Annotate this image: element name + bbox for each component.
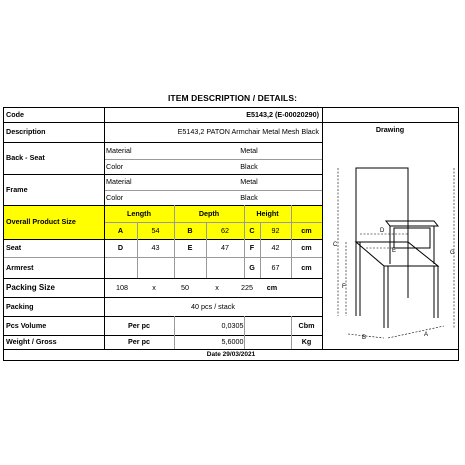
drawing-letter-g: G <box>450 250 455 256</box>
height-header: Height <box>256 208 279 218</box>
overall-letter-a: A <box>117 225 124 235</box>
armrest-letter-g: G <box>249 262 255 272</box>
seat-unit: cm <box>301 243 312 253</box>
pcs-volume-unit: Cbm <box>298 320 315 330</box>
back-seat-color-value: Black <box>240 161 258 171</box>
packing-size-height: 225 <box>241 282 253 292</box>
dim-line-a <box>388 326 444 338</box>
drawing-letter-d: D <box>380 228 385 234</box>
item-details-table <box>3 107 459 361</box>
packing-size-unit: cm <box>266 282 278 292</box>
drawing-letter-e: E <box>392 248 397 254</box>
seat-value-f: 42 <box>271 243 280 253</box>
overall-value-b: 62 <box>221 225 229 235</box>
packing-size-label: Packing Size <box>6 282 55 292</box>
drawing-label: Drawing <box>375 125 405 135</box>
seat-letter-f: F <box>249 243 255 253</box>
frame-label: Frame <box>6 184 28 194</box>
length-header: Length <box>127 208 151 218</box>
frame-color-key: Color <box>106 192 124 202</box>
overall-letter-c: C <box>249 225 255 235</box>
pcs-volume-per: Per pc <box>128 320 150 330</box>
back-seat-color-key: Color <box>106 161 124 171</box>
armrest-label: Armrest <box>6 262 34 272</box>
back-seat-material-value: Metal <box>240 145 258 155</box>
seat-letter-e: E <box>187 243 193 253</box>
armrest-value-g: 67 <box>271 262 280 272</box>
frame-material-value: Metal <box>240 177 258 187</box>
weight-value: 5,6000 <box>221 337 244 347</box>
drawing-letter-c: C <box>333 242 338 248</box>
date-label: Date 29/03/2021 <box>206 350 256 358</box>
armrest-unit: cm <box>301 262 312 272</box>
back-seat-material-key: Material <box>106 145 132 155</box>
back-seat-label: Back - Seat <box>6 153 45 163</box>
pcs-volume-label: Pcs Volume <box>6 320 47 330</box>
code-label: Code <box>6 110 24 120</box>
chair-armrest <box>386 221 438 226</box>
packing-size-sep-2: x <box>215 282 219 292</box>
overall-letter-b: B <box>187 225 193 235</box>
page-title: ITEM DESCRIPTION / DETAILS: <box>167 93 298 103</box>
chair-seat <box>356 242 438 266</box>
overall-size-label: Overall Product Size <box>6 217 76 227</box>
overall-unit: cm <box>301 225 312 235</box>
weight-unit: Kg <box>301 337 312 347</box>
seat-value-e: 47 <box>221 243 229 253</box>
drawing-letter-f: F <box>342 284 346 290</box>
frame-material-key: Material <box>106 177 132 187</box>
weight-per: Per pc <box>128 337 150 347</box>
pcs-volume-value: 0,0305 <box>221 320 244 330</box>
seat-value-d: 43 <box>151 243 160 253</box>
seat-label: Seat <box>6 243 22 253</box>
weight-label: Weight / Gross <box>6 337 57 347</box>
frame-color-value: Black <box>240 192 258 202</box>
chair-drawing <box>326 138 459 348</box>
depth-header: Depth <box>198 208 220 218</box>
overall-value-a: 54 <box>151 225 160 235</box>
packing-label: Packing <box>6 301 34 311</box>
code-value: E5143,2 (E-00020290) <box>246 110 319 120</box>
packing-value: 40 pcs / stack <box>191 301 235 311</box>
drawing-letter-b: B <box>362 335 367 341</box>
description-label: Description <box>6 127 46 137</box>
packing-size-width: 50 <box>181 282 189 292</box>
packing-size-length: 108 <box>116 282 128 292</box>
drawing-letter-a: A <box>424 332 429 338</box>
description-value: E5143,2 PATON Armchair Metal Mesh Black <box>177 127 319 137</box>
overall-value-c: 92 <box>271 225 280 235</box>
seat-letter-d: D <box>117 243 124 253</box>
packing-size-sep-1: x <box>152 282 156 292</box>
